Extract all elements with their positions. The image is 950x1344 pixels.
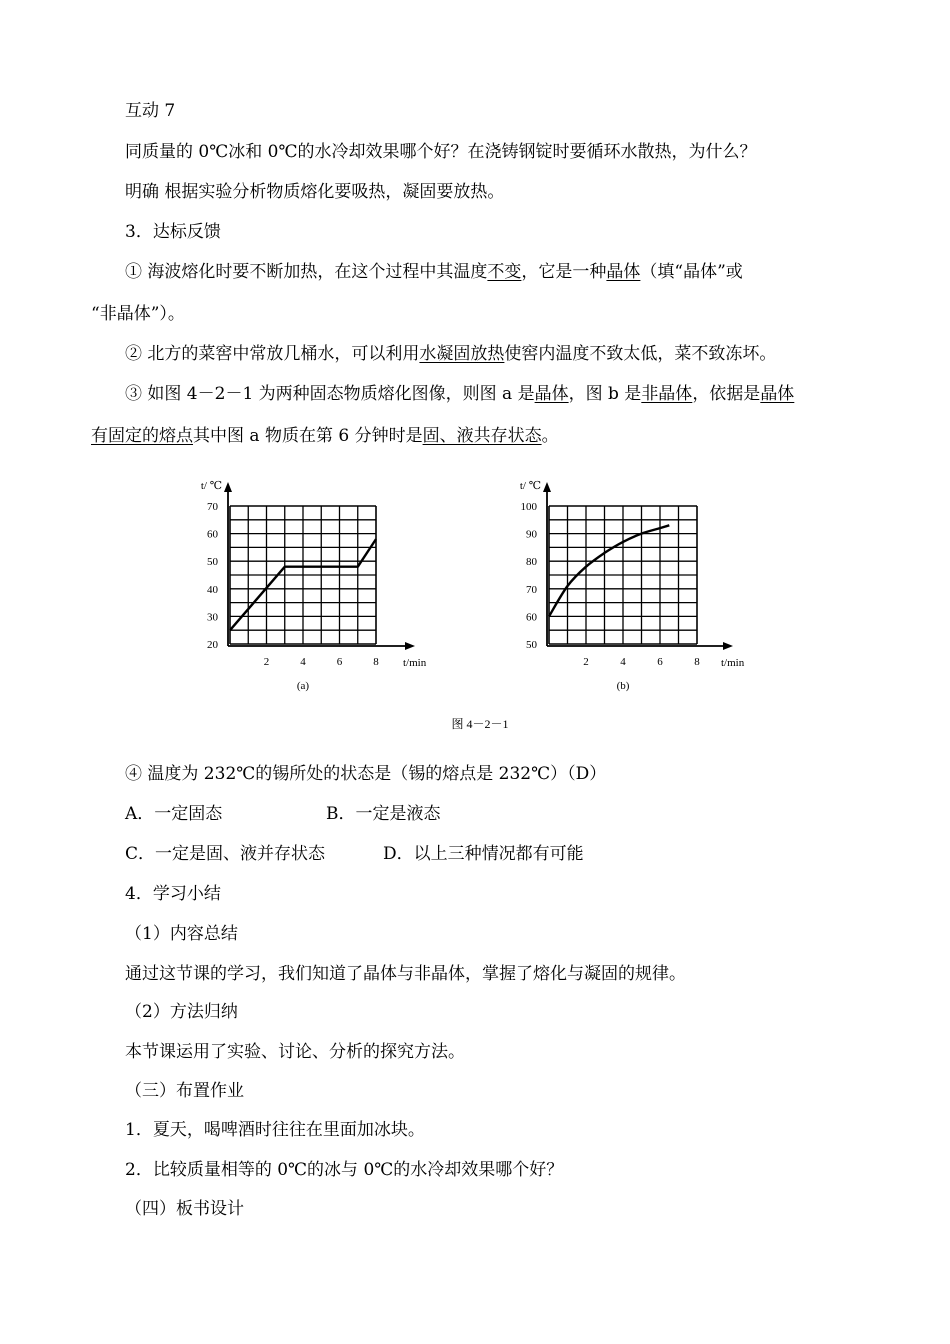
y-tick-label: 70 xyxy=(207,501,218,513)
interaction-heading: 互动 7 xyxy=(125,101,176,121)
y-tick-label: 40 xyxy=(207,583,218,596)
exercise-1-text: ① 海波熔化时要不断加热，在这个过程中其温度 xyxy=(125,262,488,282)
section-heading-feedback: 3．达标反馈 xyxy=(125,222,221,242)
y-axis-label: t/ ℃ xyxy=(519,480,541,492)
x-tick-label: 4 xyxy=(620,656,626,668)
exercise-1-text: （填“晶体”或 xyxy=(640,262,743,282)
x-tick-label: 8 xyxy=(694,656,700,668)
x-tick-label: 6 xyxy=(657,656,663,668)
answer-blank: 不变 xyxy=(487,262,522,282)
y-tick-label: 30 xyxy=(207,611,218,624)
section-heading-homework: （三）布置作业 xyxy=(125,1081,244,1101)
x-tick-label: 6 xyxy=(336,656,343,668)
x-tick-label: 4 xyxy=(300,656,306,668)
homework-item-1: 1．夏天，喝啤酒时往往在里面加冰块。 xyxy=(125,1120,425,1140)
x-axis-arrow xyxy=(723,642,733,650)
y-tick-label: 70 xyxy=(526,583,537,596)
figure-caption: 图 4－2－1 xyxy=(451,717,509,731)
figure-4-2-1 xyxy=(0,460,950,750)
option-a: A．一定固态 xyxy=(125,804,223,824)
homework-item-2: 2．比较质量相等的 0℃的冰与 0℃的水冷却效果哪个好？ xyxy=(125,1160,564,1180)
exercise-2 xyxy=(125,342,776,366)
x-axis-label: t/min xyxy=(403,657,427,669)
y-tick-label: 60 xyxy=(526,611,537,624)
subheading-content-summary: （1）内容总结 xyxy=(125,924,238,944)
y-tick-label: 60 xyxy=(207,528,218,541)
exercise-3-text: ，依据是 xyxy=(692,384,761,404)
option-d: D．以上三种情况都有可能 xyxy=(383,844,584,864)
chart-caption: (a) xyxy=(296,680,310,692)
exercise-3-text: 。 xyxy=(541,426,559,446)
chart-b xyxy=(520,480,745,692)
y-tick-label: 90 xyxy=(526,528,537,541)
explanation-text: 明确 根据实验分析物质熔化要吸热，凝固要放热。 xyxy=(125,182,505,202)
exercise-1-line-2: “非晶体”）。 xyxy=(91,304,185,324)
x-axis-arrow xyxy=(405,642,415,650)
y-axis-arrow xyxy=(224,482,232,492)
option-c: C．一定是固、液并存状态 xyxy=(125,844,326,864)
y-tick-label: 50 xyxy=(207,556,218,569)
subheading-method: （2）方法归纳 xyxy=(125,1002,238,1022)
exercise-4: ④ 温度为 232℃的锡所处的状态是（锡的熔点是 232℃）（D） xyxy=(125,764,607,784)
exercise-2-text: 使窖内温度不致太低，菜不致冻坏。 xyxy=(504,344,777,364)
y-tick-label: 50 xyxy=(526,639,537,651)
y-tick-label: 20 xyxy=(207,639,218,651)
exercise-1-text: ，它是一种 xyxy=(521,262,607,282)
content-summary-text: 通过这节课的学习，我们知道了晶体与非晶体，掌握了熔化与凝固的规律。 xyxy=(125,964,686,984)
x-axis-label: t/min xyxy=(721,657,745,669)
chart-a xyxy=(201,480,427,692)
x-tick-label: 8 xyxy=(373,656,379,668)
x-tick-label: 2 xyxy=(263,656,270,668)
y-axis-label: t/ ℃ xyxy=(200,480,222,492)
method-text: 本节课运用了实验、讨论、分析的探究方法。 xyxy=(125,1042,465,1062)
answer-blank: 水凝固放热 xyxy=(419,344,505,364)
question-text: 同质量的 0℃冰和 0℃的水冷却效果哪个好？在浇铸钢锭时要循环水散热，为什么？ xyxy=(125,142,757,162)
y-tick-label: 100 xyxy=(520,501,537,513)
exercise-3-line-2 xyxy=(91,424,559,448)
answer-blank: 有固定的熔点 xyxy=(91,426,193,446)
answer-blank: 固、液共存状态 xyxy=(422,426,542,446)
answer-blank: 晶体 xyxy=(534,384,569,404)
answer-blank: 晶体 xyxy=(606,262,641,282)
section-heading-summary: 4．学习小结 xyxy=(125,884,221,904)
exercise-3-text: 其中图 a 物质在第 6 分钟时是 xyxy=(193,426,423,446)
chart-caption: (b) xyxy=(616,680,630,692)
option-b: B．一定是液态 xyxy=(326,804,441,824)
y-axis-arrow xyxy=(543,482,551,492)
y-tick-label: 80 xyxy=(526,556,537,569)
x-tick-label: 2 xyxy=(583,656,589,668)
exercise-2-text: ② 北方的菜窖中常放几桶水，可以利用 xyxy=(125,344,420,364)
answer-blank: 非晶体 xyxy=(641,384,693,404)
exercise-3-line-1 xyxy=(125,382,794,406)
exercise-1-line-1 xyxy=(125,260,743,284)
exercise-3-text: ，图 b 是 xyxy=(568,384,642,404)
exercise-3-text: ③ 如图 4－2－1 为两种固态物质熔化图像，则图 a 是 xyxy=(125,384,535,404)
section-heading-board: （四）板书设计 xyxy=(125,1199,244,1219)
answer-blank: 晶体 xyxy=(760,384,795,404)
